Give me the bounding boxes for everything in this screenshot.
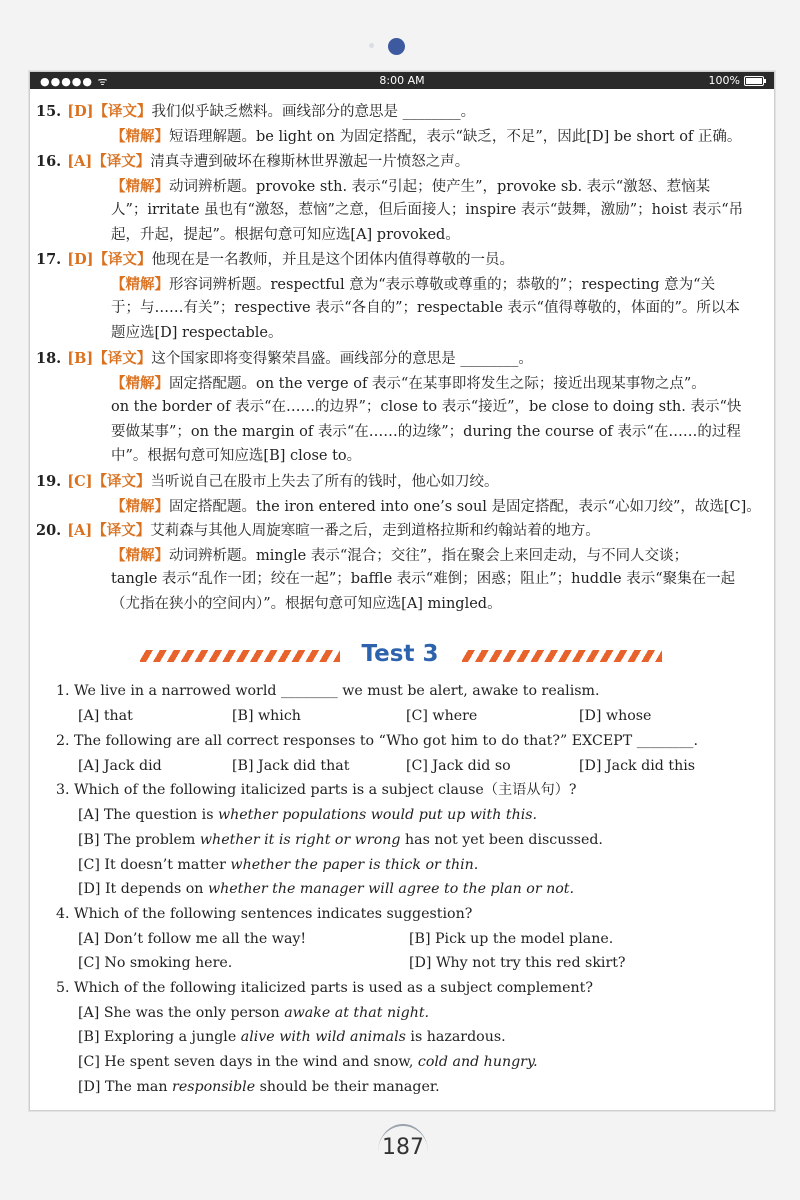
option-plain: [D] The man [78,1079,173,1095]
battery-percent: 100% [708,74,740,87]
option-c: [C] No smoking here. [78,955,233,971]
translation-tag: 【译文】 [92,473,151,490]
answer-number: 18. [36,350,62,367]
explanation-tag: 【精解】 [111,546,169,564]
option-italic: whether populations would put up with this. [217,807,538,823]
explanation-line [111,299,740,318]
translation-text: 我们似乎缺乏燃料。画线部分的意思是 ________。 [151,104,476,120]
question-text: 1. We live in a narrowed world ________ we must be alert, awake to realism. [56,683,600,699]
explanation-text: 动词辨析题。mingle 表示“混合；交往”，指在聚会上来回走动，与不同人交谈； [169,547,689,564]
answer-number: 15. [36,103,62,120]
explanation-line [111,177,710,197]
option-italic: alive with wild animals [240,1029,406,1045]
answer-translation-line [36,472,499,492]
status-bar [30,72,774,89]
explanation-line [111,398,741,417]
option-plain: [C] It doesn’t matter [78,857,231,873]
answer-choice: [A] [67,522,93,539]
explanation-line [111,201,743,220]
explanation-line [111,447,361,466]
explanation-line [111,226,460,245]
translation-text: 当听说自己在股市上失去了所有的钱时，他心如刀绞。 [150,474,499,490]
explanation-text: tangle 表示“乱作一团；绞在一起”；baffle 表示“难倒；困惑；阻止”；huddle 表示“聚集在一起 [111,571,736,587]
explanation-text: 于；与……有关”；respective 表示“各自的”；respectable 表示“值得尊敬的，体面的”。所以本 [111,300,740,316]
answer-choice: [C] [67,473,93,490]
explanation-text: （尤指在狭小的空间内）”。根据句意可知应选[A] mingled。 [111,595,502,612]
answer-translation-line [36,102,475,122]
option-a [78,805,537,825]
camera-dot [369,43,374,48]
option-a: [A] Don’t follow me all the way! [78,931,307,947]
option-a: [A] Jack did [78,758,162,774]
battery-indicator [709,74,764,87]
answer-translation-line [36,250,514,270]
translation-text: 艾莉森与其他人周旋寒暄一番之后，走到道格拉斯和约翰站着的地方。 [150,523,600,539]
explanation-tag: 【精解】 [111,374,169,392]
explanation-line [111,423,741,442]
explanation-text: 短语理解题。be light on 为固定搭配，表示“缺乏，不足”，因此[D] be short of 正确。 [169,128,742,145]
explanation-text: 固定搭配题。on the verge of 表示“在某事即将发生之际；接近出现某事物之点”。 [169,375,706,392]
status-time: 8:00 AM [379,74,425,87]
option-italic: whether it is right or wrong [199,832,401,848]
answer-number: 19. [36,473,62,490]
page-number: 187 [378,1124,428,1170]
option-italic: whether the paper is thick or thin. [230,857,479,873]
option-italic: responsible [172,1079,256,1095]
camera-icon [388,38,405,55]
explanation-line [111,546,688,566]
explanation-text: 题应选[D] respectable。 [111,324,283,341]
option-plain-end: should be their manager. [255,1079,440,1095]
option-plain: [A] She was the only person [78,1005,285,1021]
translation-tag: 【译文】 [93,251,152,268]
answer-translation-line [36,349,533,369]
answer-number: 16. [36,153,62,170]
option-d: [D] whose [579,708,652,724]
option-plain: [C] He spent seven days in the wind and snow, [78,1054,418,1070]
explanation-text: 中”。根据句意可知应选[B] close to。 [111,448,362,464]
option-italic: whether the manager will agree to the plan or not. [207,881,574,897]
answer-translation-line [36,152,469,172]
option-plain-end: is hazardous. [405,1029,506,1045]
translation-tag: 【译文】 [93,350,152,367]
option-b [78,830,603,850]
option-italic: cold and hungry. [417,1054,538,1070]
option-plain: [A] The question is [78,807,218,823]
explanation-text: 人”；irritate 虽也有“激怒，惹恼”之意，但后面接人；inspire 表示“鼓舞，激励”；hoist 表示“吊 [111,202,744,218]
option-d [78,879,574,899]
option-a: [A] that [78,708,133,724]
answer-choice: [D] [67,251,94,268]
question-text: 4. Which of the following sentences indicates suggestion? [56,906,473,922]
explanation-text: 动词辨析题。provoke sth. 表示“引起；使产生”，provoke sb. 表示“激怒、惹恼某 [169,178,711,195]
option-d: [D] Jack did this [579,758,696,774]
explanation-tag: 【精解】 [111,497,169,515]
translation-text: 这个国家即将变得繁荣昌盛。画线部分的意思是 ________。 [151,351,533,367]
explanation-tag: 【精解】 [111,177,169,195]
option-b [78,1027,506,1047]
explanation-line [111,275,715,295]
explanation-tag: 【精解】 [111,127,169,145]
answer-choice: [B] [67,350,94,367]
option-plain: [B] Exploring a jungle [78,1029,241,1045]
question-text: 2. The following are all correct responses to “Who got him to do that?” EXCEPT ________. [56,733,698,749]
option-b: [B] which [232,708,301,724]
signal-icon: ●●●●● ᯤ [40,75,109,88]
option-c [78,855,478,875]
option-b: [B] Jack did that [232,758,350,774]
answer-choice: [D] [67,103,94,120]
explanation-line [111,374,706,394]
translation-text: 他现在是一名教师，并且是这个团体内值得尊敬的一员。 [151,252,515,268]
answer-number: 17. [36,251,62,268]
explanation-line [111,324,282,343]
explanation-text: 要做某事”；on the margin of 表示“在……的边缘”；during the course of 表示“在……的过程 [111,423,741,440]
explanation-tag: 【精解】 [111,275,169,293]
option-a [78,1003,429,1023]
option-b: [B] Pick up the model plane. [409,931,614,947]
explanation-text: 固定搭配题。the iron entered into one’s soul 是固定搭配，表示“心如刀绞”，故选[C]。 [169,498,761,515]
test-heading [0,641,800,671]
answer-translation-line [36,521,600,541]
explanation-text: 形容词辨析题。respectful 意为“表示尊敬或尊重的；恭敬的”；respecting 意为“关 [169,276,716,293]
translation-tag: 【译文】 [92,153,151,170]
test-title: Test 3 [361,641,439,667]
explanation-line [111,127,741,147]
option-c: [C] where [406,708,478,724]
explanation-line [111,595,502,614]
heading-stripes-right [462,650,662,662]
option-plain-end: has not yet been discussed. [400,832,603,848]
option-c [78,1052,538,1072]
option-c: [C] Jack did so [406,758,511,774]
answer-choice: [A] [67,153,93,170]
question-text: 5. Which of the following italicized parts is used as a subject complement? [56,980,593,996]
option-italic: awake at that night. [284,1005,430,1021]
answer-number: 20. [36,522,62,539]
option-plain: [D] It depends on [78,881,208,897]
question-text: 3. Which of the following italicized parts is a subject clause（主语从句）? [56,782,577,798]
option-plain: [B] The problem [78,832,200,848]
battery-icon [744,76,764,86]
option-d: [D] Why not try this red skirt? [409,955,626,971]
explanation-text: 起，升起，提起”。根据句意可知应选[A] provoked。 [111,226,460,243]
translation-tag: 【译文】 [92,522,151,539]
explanation-text: on the border of 表示“在……的边界”；close to 表示“接近”，be close to doing sth. 表示“快 [111,399,742,415]
explanation-line [111,497,761,517]
explanation-line [111,570,735,589]
option-d [78,1077,440,1097]
translation-text: 清真寺遭到破坏在穆斯林世界激起一片愤怒之声。 [150,154,470,170]
translation-tag: 【译文】 [93,103,152,120]
